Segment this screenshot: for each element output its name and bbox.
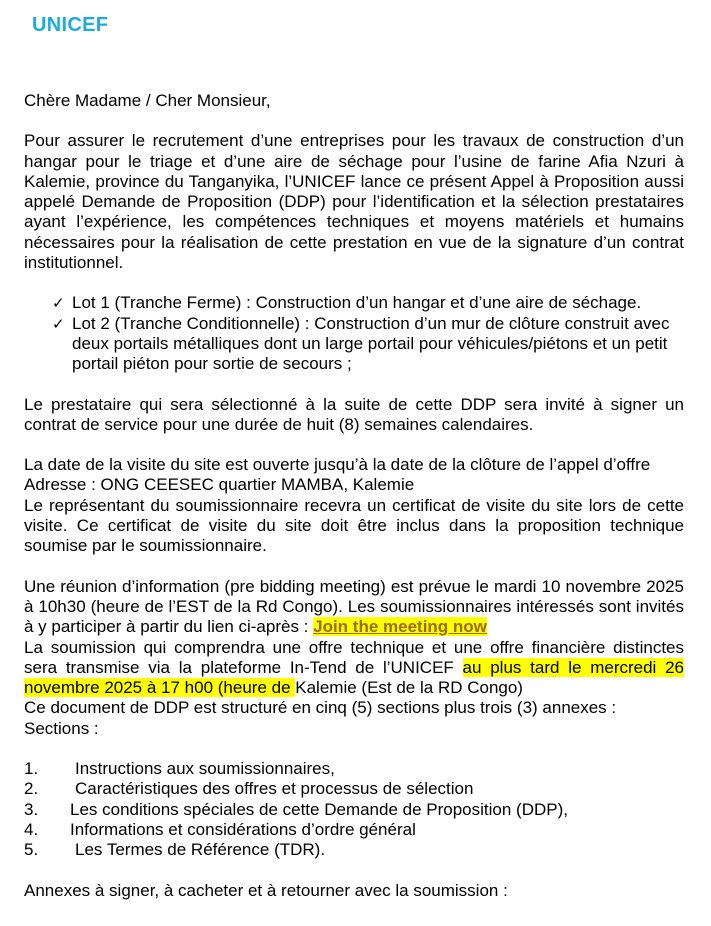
site-visit-line: La date de la visite du site est ouverte jusqu’à la date de la clôture de l’appel d’offre bbox=[24, 455, 651, 475]
checkmark-icon: ✓ bbox=[52, 294, 65, 313]
lots-list bbox=[24, 293, 684, 374]
unicef-logo: UNICEF bbox=[32, 14, 109, 36]
list-item: 2. Caractéristiques des offres et processus de sélection bbox=[24, 779, 474, 799]
sections-label: Sections : bbox=[24, 718, 99, 738]
intro-paragraph: Pour assurer le recrutement d’une entreprises pour les travaux de construction d’un hangar pour le triage et d’une aire de séchage pour l’usine de farine Afia Nzuri à Kalemie, province du Tanganyika, l’UNICEF lance ce présent Appel à Proposition aussi appelé Demande de Proposition (DDP) pour l’identification et la sélection prestataires ayant l’expérience, les compétences techniques et moyens matériels et humains nécessaires pour la réalisation de cette prestation en vue de la signature d’un contrat institutionnel. bbox=[24, 131, 684, 273]
letter-body bbox=[24, 91, 684, 901]
join-meeting-link[interactable]: Join the meeting now bbox=[313, 617, 487, 637]
checkmark-icon: ✓ bbox=[52, 314, 65, 333]
list-item: ✓ Lot 2 (Tranche Conditionnelle) : Construction d’un mur de clôture construit avec deux portails métalliques dont un large portail pour véhicules/piétons et un petit portail piéton pour sortie de secours ; bbox=[52, 313, 670, 374]
greeting: Chère Madame / Cher Monsieur, bbox=[24, 91, 271, 110]
list-item: 3. Les conditions spéciales de cette Demande de Proposition (DDP), bbox=[24, 799, 568, 819]
meeting-paragraph: Une réunion d’information (pre bidding meeting) est prévue le mardi 10 novembre 2025 à 10h30 (heure de l’EST de la Rd Congo). Les soumissionnaires intéressés sont invités à y participer à partir du lien ci-après : Join the meeting now bbox=[24, 576, 684, 637]
submission-paragraph: La soumission qui comprendra une offre technique et une offre financière distinctes sera transmise via la plateforme In-Tend de l’UNICEF au plus tard le mercredi 26 novembre 2025 à 17 h00 (heure de Kalemie (Est de la RD Congo) bbox=[24, 637, 684, 698]
sections-list bbox=[24, 759, 684, 860]
contract-paragraph: Le prestataire qui sera sélectionné à la suite de cette DDP sera invité à signer un contrat de service pour une durée de huit (8) semaines calendaires. bbox=[24, 394, 684, 434]
annexes-label: Annexes à signer, à cacheter et à retourner avec la soumission : bbox=[24, 880, 508, 900]
list-item: 4. Informations et considérations d’ordre général bbox=[24, 819, 416, 839]
list-item: ✓ Lot 1 (Tranche Ferme) : Construction d’un hangar et d’une aire de séchage. bbox=[52, 293, 642, 313]
site-address: Adresse : ONG CEESEC quartier MAMBA, Kalemie bbox=[24, 475, 415, 495]
deadline-highlight: au plus tard le mercredi 26 novembre 2025 à 17 h00 (heure de bbox=[24, 657, 684, 698]
certificate-paragraph: Le représentant du soumissionnaire recevra un certificat de visite du site lors de cette visite. Ce certificat de visite du site doit être inclus dans la proposition technique soumise par le soumissionnaire. bbox=[24, 495, 684, 556]
list-item: 5. Les Termes de Référence (TDR). bbox=[24, 840, 326, 860]
list-item: 1. Instructions aux soumissionnaires, bbox=[24, 759, 335, 779]
structure-line: Ce document de DDP est structuré en cinq (5) sections plus trois (3) annexes : bbox=[24, 698, 617, 718]
